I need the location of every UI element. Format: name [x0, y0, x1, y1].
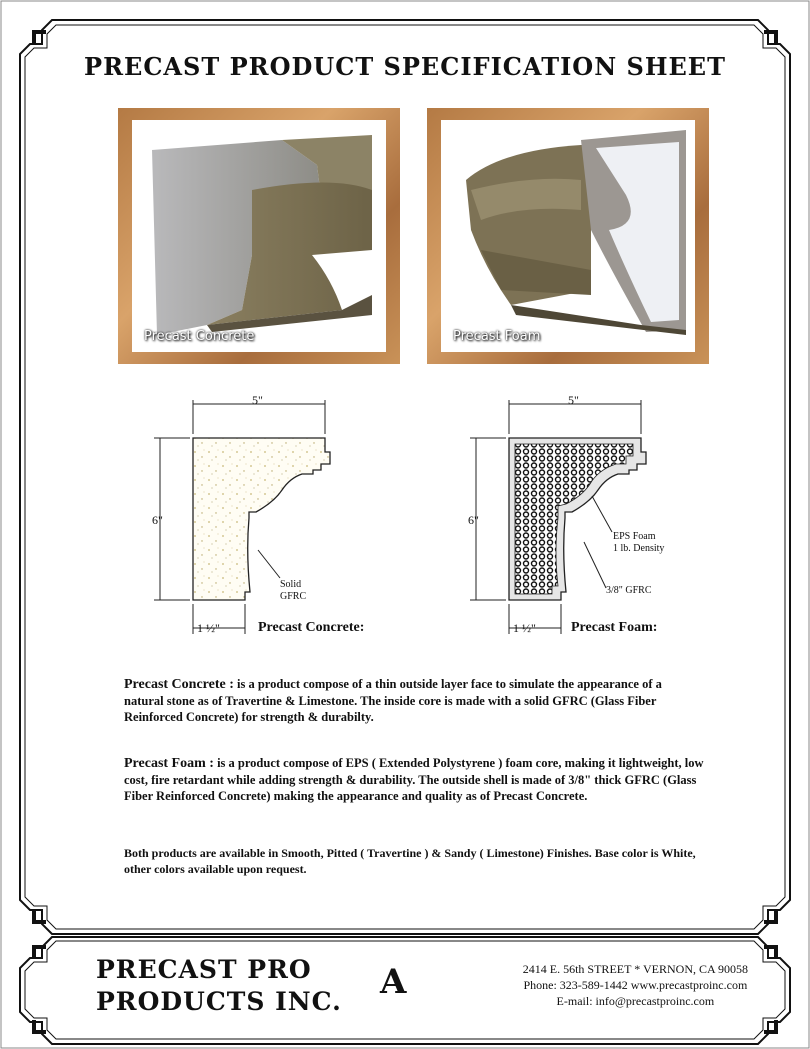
concrete-width-label: 5"	[252, 393, 263, 407]
precast-foam-photo	[427, 108, 709, 364]
foam-shell-note: 3/8" GFRC	[606, 585, 652, 596]
phone-and-website: Phone: 323-589-1442 www.precastproinc.com	[523, 978, 748, 992]
photo-caption-concrete: Precast Concrete	[144, 329, 255, 344]
contact-info	[523, 961, 748, 1009]
email: E-mail: info@precastproinc.com	[556, 994, 715, 1008]
concrete-material-note: Solid GFRC	[280, 579, 307, 602]
foam-width-label: 5"	[568, 393, 579, 407]
company-name: PRECAST PRO PRODUCTS INC.	[96, 955, 342, 1016]
concrete-height-label: 6"	[152, 513, 163, 527]
precast-concrete-profile-diagram	[150, 392, 400, 642]
address: 2414 E. 56th STREET * VERNON, CA 90058	[522, 962, 748, 976]
photo-caption-foam: Precast Foam	[453, 329, 541, 344]
concrete-description-lead: Precast Concrete :	[124, 677, 234, 692]
page-title: PRECAST PRODUCT SPECIFICATION SHEET	[84, 52, 726, 81]
precast-concrete-photo	[118, 108, 400, 364]
precast-concrete-description	[124, 676, 704, 725]
foam-description-lead: Precast Foam :	[124, 756, 214, 771]
foam-core-note: EPS Foam 1 lb. Density	[613, 531, 665, 554]
precast-foam-profile-diagram	[466, 392, 716, 642]
foam-base-label: 1 ½"	[513, 621, 536, 635]
concrete-description-text: is a product compose of a thin outside layer face to simulate the appearance of a natural stone as of Travertine & Limestone. The inside core is made with a solid GFRC (Glass Fiber Reinforced Concrete) for strength & durabilty.	[124, 677, 662, 724]
finishes-note: Both products are available in Smooth, Pitted ( Travertine ) & Sandy ( Limestone) Finishes. Base color is White, other colors available upon request.	[124, 846, 696, 876]
company-logo: A	[380, 962, 407, 1002]
precast-foam-description	[124, 755, 704, 804]
foam-description-text: is a product compose of EPS ( Extended Polystyrene ) foam core, making it lightweight, low cost, fire retardant while adding strength & durability. The outside shell is made of 3/8" thick GFRC (Glass Fiber Reinforced Concrete) making the appearance and quality as of Precast Concrete.	[124, 756, 704, 803]
foam-diagram-caption: Precast Foam:	[571, 620, 658, 635]
foam-height-label: 6"	[468, 513, 479, 527]
concrete-base-label: 1 ½"	[197, 621, 220, 635]
concrete-diagram-caption: Precast Concrete:	[258, 620, 365, 635]
